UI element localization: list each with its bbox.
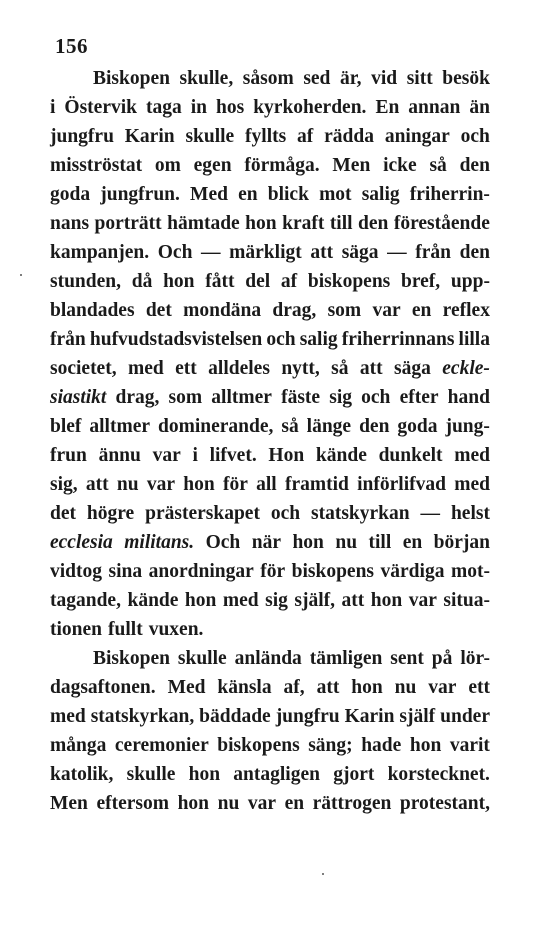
word: i: [50, 97, 56, 118]
word: från: [50, 329, 86, 350]
word: af: [280, 271, 298, 292]
word: än: [469, 97, 490, 118]
word: jungfru: [50, 126, 114, 147]
word: besök: [442, 68, 490, 89]
word: egen: [193, 155, 232, 176]
word: rädda: [324, 126, 374, 147]
word: alltmer: [89, 416, 151, 437]
word: blef: [50, 416, 82, 437]
text-line: [50, 644, 490, 673]
text-line: [50, 441, 490, 470]
word: för: [260, 561, 286, 582]
word: så: [331, 358, 349, 379]
word: jungfru: [275, 706, 340, 727]
word: den: [359, 416, 390, 437]
word: med: [454, 445, 490, 466]
word: sig: [329, 387, 352, 408]
word: början: [433, 532, 490, 553]
word: hand: [447, 387, 490, 408]
word: mondäna: [183, 300, 262, 321]
word: och: [460, 126, 490, 147]
word: som: [327, 300, 362, 321]
word: all: [256, 474, 277, 495]
text-line: [50, 151, 490, 180]
word: mot: [319, 184, 352, 205]
word: till: [368, 532, 392, 553]
word: förmåga.: [244, 155, 320, 176]
word: situa-: [443, 590, 490, 611]
word: varit: [449, 735, 490, 756]
word: hon: [245, 213, 277, 234]
word: porträtt: [94, 213, 162, 234]
text-line: [50, 93, 490, 122]
text-line: [50, 267, 490, 296]
word: nu: [394, 677, 417, 698]
word: som: [168, 387, 203, 408]
word: biskopens: [307, 271, 391, 292]
word: korstecknet.: [387, 764, 490, 785]
word: att: [316, 677, 340, 698]
word: med: [127, 358, 164, 379]
word: ännu: [98, 445, 141, 466]
word: nytt,: [281, 358, 320, 379]
word: goda: [50, 184, 91, 205]
word: sig: [265, 590, 288, 611]
word: många: [50, 735, 107, 756]
word: militans.: [124, 532, 195, 553]
word: den: [459, 155, 490, 176]
text-line: [50, 615, 490, 644]
word: värdiga: [380, 561, 445, 582]
word: efter: [399, 387, 439, 408]
text-line: [50, 702, 490, 731]
word: hon: [292, 532, 324, 553]
word: var: [152, 445, 181, 466]
word: kampanjen.: [50, 242, 150, 263]
word: var: [146, 474, 175, 495]
word: bäddade: [199, 706, 271, 727]
word: misströstat: [50, 155, 143, 176]
word: blandades: [50, 300, 135, 321]
word: kraft: [282, 213, 325, 234]
word: En: [375, 97, 400, 118]
word: vid: [371, 68, 398, 89]
word: alltmer: [211, 387, 272, 408]
text-line: [50, 296, 490, 325]
word: biskopens: [217, 735, 300, 756]
word: hon: [177, 793, 210, 814]
word: hon: [188, 764, 221, 785]
word: på: [431, 648, 453, 669]
word: Karin: [124, 126, 175, 147]
word: att: [310, 242, 334, 263]
word: sent: [390, 648, 424, 669]
body-text: [50, 64, 490, 818]
word: Hon: [268, 445, 305, 466]
word: var: [428, 677, 457, 698]
word: lilla: [458, 329, 490, 350]
text-line: [50, 470, 490, 499]
word: dunkelt: [378, 445, 443, 466]
word: kände: [127, 590, 179, 611]
word: hon: [163, 271, 195, 292]
word: hämtade: [167, 213, 240, 234]
word: hon: [351, 677, 383, 698]
word: dagsaftonen.: [50, 677, 156, 698]
word: vuxen.: [148, 619, 204, 640]
word: Men: [332, 155, 371, 176]
text-line: [50, 673, 490, 702]
word: ett: [175, 358, 197, 379]
word: siastikt: [50, 387, 107, 408]
word: kände: [315, 445, 367, 466]
word: —: [201, 242, 221, 263]
word: reflex: [442, 300, 490, 321]
word: hon: [184, 590, 217, 611]
print-speck: [322, 873, 324, 875]
word: Karin: [344, 706, 395, 727]
text-line: [50, 412, 490, 441]
word: in: [190, 97, 208, 118]
word: själf,: [294, 590, 336, 611]
word: och: [361, 387, 391, 408]
word: sig,: [50, 474, 78, 495]
word: dominerande,: [158, 416, 274, 437]
word: mot-: [450, 561, 490, 582]
word: antagligen: [233, 764, 320, 785]
word: anlända: [234, 648, 302, 669]
text-line: [50, 209, 490, 238]
word: skulle,: [179, 68, 234, 89]
text-line: [50, 354, 490, 383]
word: införlifvad: [357, 474, 446, 495]
text-line: [50, 528, 490, 557]
word: så: [281, 416, 299, 437]
word: societet,: [50, 358, 117, 379]
word: att: [341, 590, 365, 611]
word: biskopens: [291, 561, 375, 582]
word: protestant,: [399, 793, 490, 814]
page-number: 156: [55, 34, 88, 58]
word: när: [251, 532, 281, 553]
word: till: [329, 213, 353, 234]
word: är,: [340, 68, 362, 89]
word: nu: [335, 532, 358, 553]
word: ecclesia: [50, 532, 113, 553]
word: var: [408, 590, 437, 611]
word: Biskopen: [93, 68, 170, 89]
word: alldeles: [208, 358, 270, 379]
word: salig: [361, 184, 400, 205]
word: en: [402, 532, 423, 553]
word: känsla: [217, 677, 272, 698]
word: en: [238, 184, 258, 205]
word: nans: [50, 213, 90, 234]
word: —: [387, 242, 407, 263]
word: katolik,: [50, 764, 114, 785]
word: nu: [217, 793, 240, 814]
word: och: [270, 503, 301, 524]
word: var: [372, 300, 401, 321]
word: länge: [306, 416, 352, 437]
word: hon: [370, 590, 403, 611]
word: Östervik: [64, 97, 137, 118]
text-line: [50, 122, 490, 151]
word: fått: [205, 271, 235, 292]
word: eckle-: [442, 358, 490, 379]
word: sina: [108, 561, 143, 582]
word: från: [415, 242, 452, 263]
word: tionen: [50, 619, 103, 640]
word: sitt: [406, 68, 433, 89]
text-line: [50, 557, 490, 586]
word: friherrin-: [409, 184, 490, 205]
word: så: [429, 155, 447, 176]
word: eftersom: [96, 793, 170, 814]
word: säga: [341, 242, 379, 263]
word: hon: [409, 735, 442, 756]
word: att: [85, 474, 109, 495]
word: taga: [146, 97, 182, 118]
word: —: [420, 503, 441, 524]
word: del: [245, 271, 271, 292]
word: gjort: [333, 764, 375, 785]
word: statskyrkan: [311, 503, 410, 524]
word: Biskopen: [93, 648, 170, 669]
word: jung-: [445, 416, 490, 437]
word: med: [454, 474, 490, 495]
word: kyrkoherden.: [253, 97, 367, 118]
word: fyllts: [245, 126, 287, 147]
word: hon: [183, 474, 215, 495]
word: såsom: [242, 68, 294, 89]
word: goda: [397, 416, 438, 437]
word: då: [131, 271, 153, 292]
word: skulle: [126, 764, 176, 785]
word: icke: [383, 155, 417, 176]
word: stunden,: [50, 271, 121, 292]
word: med: [222, 590, 259, 611]
word: Med: [190, 184, 228, 205]
word: hos: [216, 97, 245, 118]
word: i: [192, 445, 198, 466]
word: att: [359, 358, 383, 379]
word: hufvudstadsvistelsen: [89, 329, 263, 350]
word: Men: [50, 793, 88, 814]
word: upp-: [450, 271, 490, 292]
word: tagande,: [50, 590, 121, 611]
word: jungfrun.: [100, 184, 180, 205]
word: ett: [468, 677, 490, 698]
word: Och: [205, 532, 241, 553]
word: rättrogen: [312, 793, 392, 814]
text-line: [50, 760, 490, 789]
word: den: [358, 213, 389, 234]
word: drag,: [272, 300, 317, 321]
word: för: [222, 474, 248, 495]
word: säng;: [308, 735, 353, 756]
word: en: [411, 300, 432, 321]
word: skulle: [177, 648, 227, 669]
word: frun: [50, 445, 87, 466]
word: högre: [86, 503, 135, 524]
word: annan: [408, 97, 461, 118]
text-line: [50, 731, 490, 760]
word: ceremonier: [114, 735, 209, 756]
word: tämligen: [309, 648, 383, 669]
word: friherrinnans: [341, 329, 455, 350]
word: framtid: [284, 474, 349, 495]
word: var: [247, 793, 277, 814]
word: vidtog: [50, 561, 103, 582]
word: fäste: [281, 387, 321, 408]
word: märkligt: [229, 242, 302, 263]
word: prästerskapet: [145, 503, 260, 524]
word: helst: [450, 503, 490, 524]
word: statskyrkan,: [90, 706, 195, 727]
word: det: [145, 300, 172, 321]
word: bref,: [401, 271, 441, 292]
word: säga: [394, 358, 431, 379]
text-line: [50, 586, 490, 615]
word: blick: [267, 184, 309, 205]
word: om: [154, 155, 181, 176]
word: fullt: [108, 619, 143, 640]
word: en: [284, 793, 305, 814]
word: lifvet.: [209, 445, 257, 466]
text-line: [50, 64, 490, 93]
word: det: [50, 503, 76, 524]
text-line: [50, 789, 490, 818]
word: drag,: [115, 387, 160, 408]
text-line: [50, 180, 490, 209]
text-line: [50, 325, 490, 354]
text-line: [50, 238, 490, 267]
word: skulle: [185, 126, 235, 147]
word: aningar: [384, 126, 450, 147]
word: anordningar: [148, 561, 254, 582]
text-line: [50, 499, 490, 528]
word: förestående: [393, 213, 490, 234]
word: själf: [399, 706, 436, 727]
text-line: [50, 383, 490, 412]
word: salig: [299, 329, 338, 350]
print-speck: [20, 274, 22, 276]
word: Med: [167, 677, 206, 698]
word: lör-: [460, 648, 490, 669]
word: Och: [157, 242, 193, 263]
word: af: [297, 126, 314, 147]
word: den: [459, 242, 490, 263]
word: sed: [303, 68, 331, 89]
word: hade: [361, 735, 402, 756]
word: af,: [283, 677, 305, 698]
word: med: [50, 706, 86, 727]
word: nu: [116, 474, 139, 495]
word: under: [440, 706, 490, 727]
word: och: [266, 329, 296, 350]
